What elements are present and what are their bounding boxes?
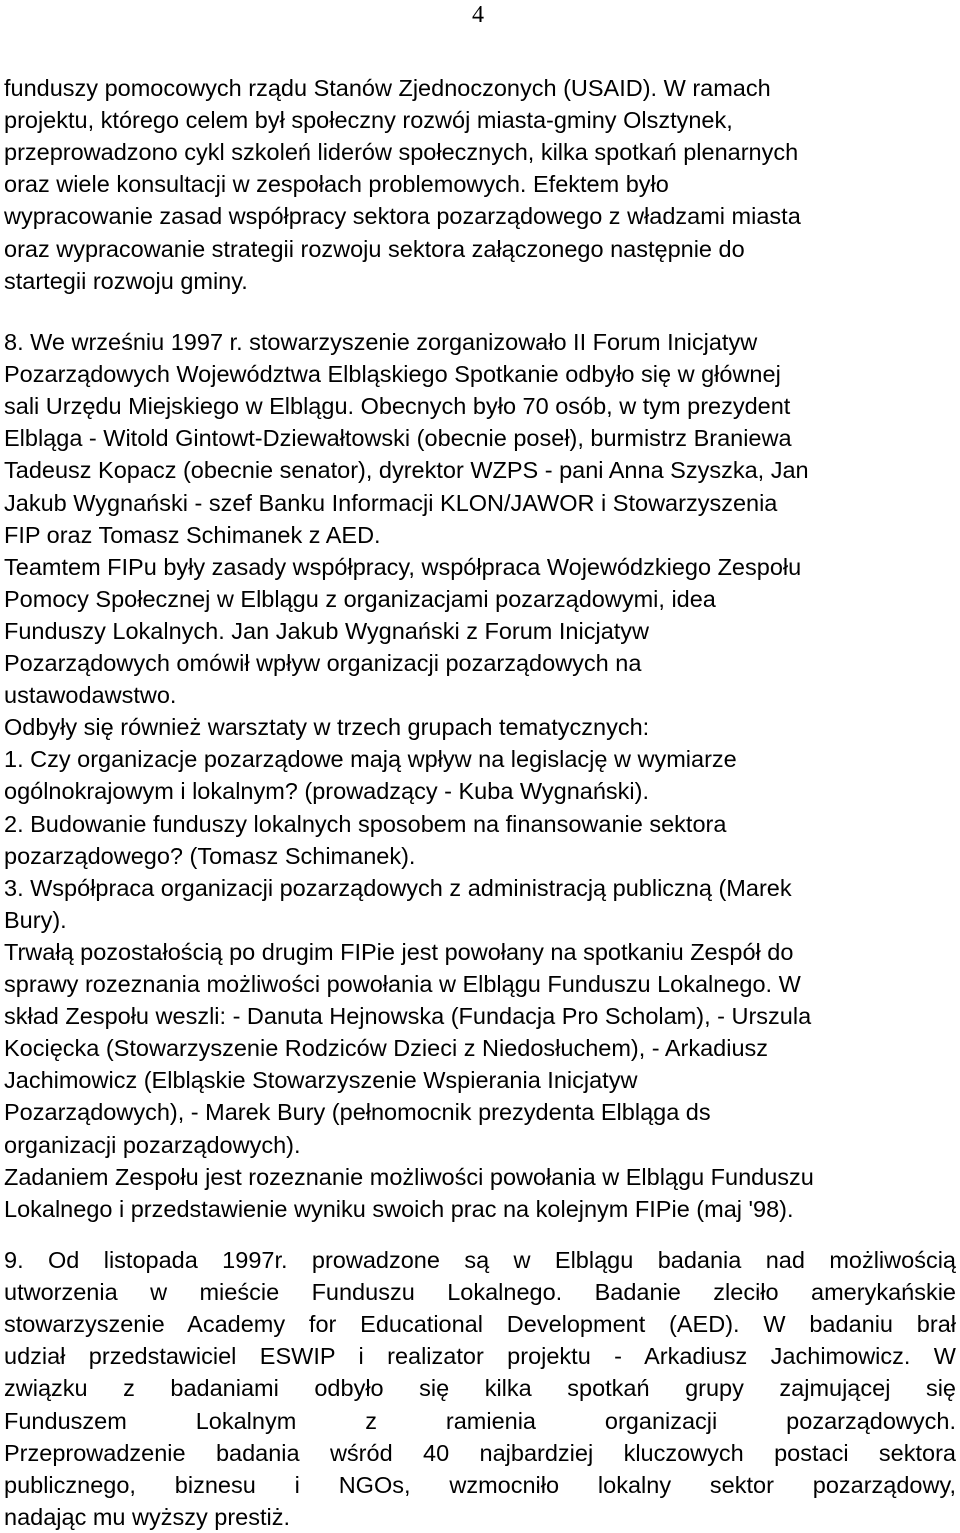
para8-line: Funduszy Lokalnych. Jan Jakub Wygnański z Forum Inicjatyw bbox=[4, 617, 650, 644]
para9-line: publicznego, biznesu i NGOs, wzmocniło lokalny sektor pozarządowy, bbox=[4, 1471, 956, 1498]
para9-line: 9. Od listopada 1997r. prowadzone są w Elblągu badania nad możliwością bbox=[4, 1247, 956, 1273]
para8-line: Pozarządowych omówił wpływ organizacji pozarządowych na bbox=[4, 650, 642, 676]
para8-line: skład Zespołu weszli: - Danuta Hejnowska (Fundacja Pro Scholam), - Urszula bbox=[4, 1003, 812, 1030]
para1-line: oraz wiele konsultacji w zespołach problemowych. Efektem było bbox=[4, 171, 669, 198]
para9-line: nadając mu wyższy prestiż. bbox=[4, 1503, 291, 1530]
para9-line: Funduszem Lokalnym z ramienia organizacji pozarządowych. bbox=[4, 1407, 956, 1434]
para9-line: udział przedstawiciel ESWIP i realizator projektu - Arkadiusz Jachimowicz. W bbox=[4, 1343, 956, 1370]
para8-line: 8. We wrześniu 1997 r. stowarzyszenie zorganizowało II Forum Inicjatyw bbox=[4, 329, 758, 355]
para8-line: Pozarządowych Województwa Elbląskiego Spotkanie odbyło się w głównej bbox=[4, 361, 781, 388]
para1-line: funduszy pomocowych rządu Stanów Zjednoczonych (USAID). W ramach bbox=[4, 75, 771, 101]
para8-line: Elbląga - Witold Gintowt-Dziewałtowski (obecnie poseł), burmistrz Braniewa bbox=[4, 425, 792, 452]
para8-line: Pozarządowych), - Marek Bury (pełnomocnik prezydenta Elbląga ds bbox=[4, 1099, 711, 1126]
para1-line: projektu, którego celem był społeczny rozwój miasta-gminy Olsztynek, bbox=[4, 107, 733, 134]
para1-line: przeprowadzono cykl szkoleń liderów społecznych, kilka spotkań plenarnych bbox=[4, 139, 799, 166]
para8-line: Teamtem FIPu były zasady współpracy, współpraca Wojewódzkiego Zespołu bbox=[4, 553, 802, 580]
para8-line: Jachimowicz (Elbląskie Stowarzyszenie Wspierania Inicjatyw bbox=[4, 1067, 638, 1094]
para8-line: Odbyły się również warsztaty w trzech grupach tematycznych: bbox=[4, 714, 650, 741]
para8-line: 3. Współpraca organizacji pozarządowych z administracją publiczną (Marek bbox=[4, 874, 792, 901]
para8-line: sali Urzędu Miejskiego w Elblągu. Obecnych było 70 osób, w tym prezydent bbox=[4, 393, 791, 420]
para9-line: utworzenia w mieście Funduszu Lokalnego. Badanie zleciło amerykańskie bbox=[4, 1279, 956, 1306]
para9-line: związku z badaniami odbyło się kilka spotkań grupy zajmującej się bbox=[4, 1375, 956, 1402]
page-number: 4 bbox=[472, 2, 484, 28]
para8-line: Zadaniem Zespołu jest rozeznanie możliwości powołania w Elblągu Funduszu bbox=[4, 1163, 814, 1190]
para9-line: stowarzyszenie Academy for Educational Development (AED). W badaniu brał bbox=[4, 1311, 956, 1338]
para8-line: 1. Czy organizacje pozarządowe mają wpływ na legislację w wymiarze bbox=[4, 746, 737, 773]
para8-line: Kocięcka (Stowarzyszenie Rodziców Dzieci z Niedosłuchem), - Arkadiusz bbox=[4, 1035, 769, 1062]
para8-line: ustawodawstwo. bbox=[4, 682, 177, 709]
para8-line: organizacji pozarządowych). bbox=[4, 1131, 301, 1158]
para1-line: wypracowanie zasad współpracy sektora pozarządowego z władzami miasta bbox=[4, 203, 801, 230]
para8-line: ogólnokrajowym i lokalnym? (prowadzący - Kuba Wygnański). bbox=[4, 778, 649, 805]
para8-line: Tadeusz Kopacz (obecnie senator), dyrektor WZPS - pani Anna Szyszka, Jan bbox=[4, 457, 809, 484]
para8-line: FIP oraz Tomasz Schimanek z AED. bbox=[4, 521, 381, 548]
para8-line: Jakub Wygnański - szef Banku Informacji KLON/JAWOR i Stowarzyszenia bbox=[4, 489, 778, 516]
para8-line: 2. Budowanie funduszy lokalnych sposobem na finansowanie sektora bbox=[4, 810, 727, 837]
para1-line: oraz wypracowanie strategii rozwoju sektora załączonego następnie do bbox=[4, 235, 745, 262]
para8-line: Bury). bbox=[4, 906, 67, 933]
para8-line: sprawy rozeznania możliwości powołania w Elblągu Funduszu Lokalnego. W bbox=[4, 971, 801, 997]
para1-line: startegii rozwoju gminy. bbox=[4, 267, 248, 294]
para8-line: Lokalnego i przedstawienie wyniku swoich prac na kolejnym FIPie (maj '98). bbox=[4, 1195, 794, 1222]
para8-line: Trwałą pozostałością po drugim FIPie jest powołany na spotkaniu Zespół do bbox=[4, 938, 794, 965]
para8-line: pozarządowego? (Tomasz Schimanek). bbox=[4, 842, 416, 869]
para8-line: Pomocy Społecznej w Elblągu z organizacjami pozarządowymi, idea bbox=[4, 585, 716, 612]
para9-line: Przeprowadzenie badania wśród 40 najbardziej kluczowych postaci sektora bbox=[4, 1439, 956, 1466]
